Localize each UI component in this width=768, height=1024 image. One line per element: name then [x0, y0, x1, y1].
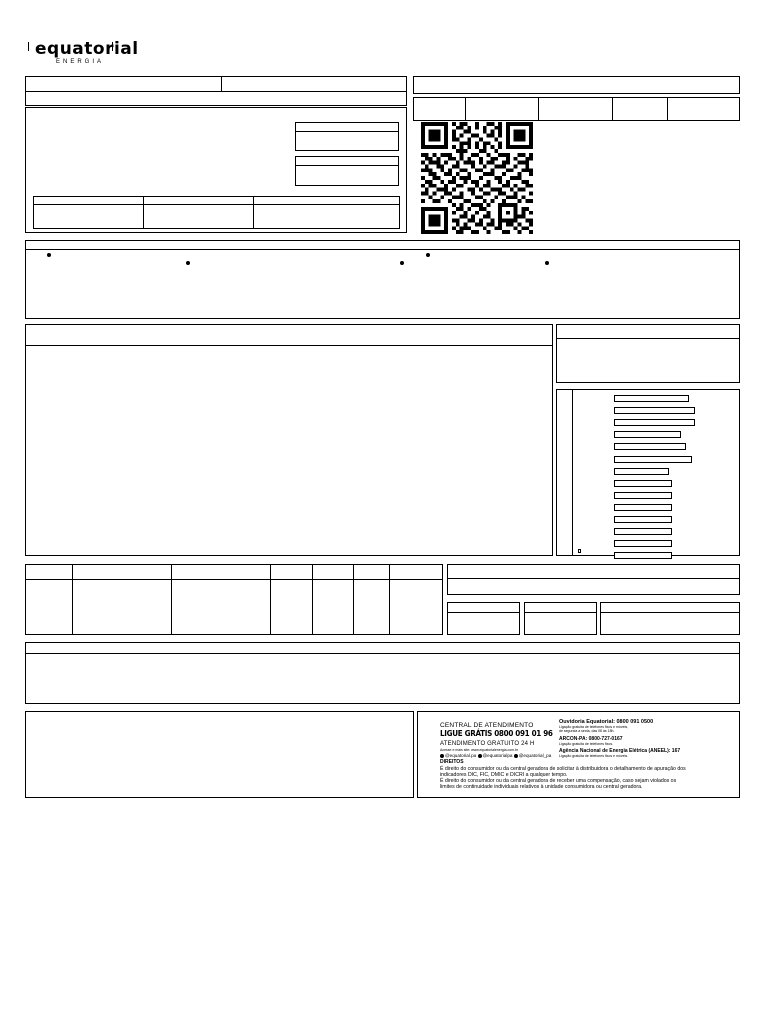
- consumption-bar: [578, 549, 581, 553]
- billing-items-header-line: [25, 345, 553, 346]
- indicator-cell-1: [447, 602, 520, 635]
- consumption-bar: [614, 480, 672, 487]
- social-intro: Acesse e mais site: www.equatorialenergia.com.br: [440, 748, 519, 752]
- quality-indicators-box: [447, 564, 740, 595]
- indicator-cell-2: [524, 602, 597, 635]
- instagram-icon: [478, 754, 482, 758]
- billing-cell-divider-4: [667, 97, 668, 121]
- facebook-icon: [440, 754, 444, 758]
- taxes-col-4: [312, 564, 313, 635]
- ligue-gratis-phone: LIGUE GRÁTIS 0800 091 01 96: [440, 729, 553, 738]
- messages-header-line: [25, 653, 740, 654]
- reading-dates-col-1: [143, 196, 144, 229]
- messages-box: [25, 642, 740, 704]
- notice-bullet-5: [545, 261, 549, 265]
- customer-header-split: [221, 76, 222, 91]
- direitos-line-2: indicadores DIC, FIC, DMIC e DICRI a qualquer tempo.: [440, 772, 568, 778]
- indicator-cell-3: [600, 602, 740, 635]
- classification-field: [295, 122, 399, 151]
- social-links: [440, 753, 551, 758]
- consumption-bar: [614, 419, 695, 426]
- notice-bullet-3: [400, 261, 404, 265]
- consumption-history-month-column: [572, 389, 573, 556]
- billing-cell-divider-3: [612, 97, 613, 121]
- logo-wordmark: equatorial: [35, 39, 139, 59]
- notice-bullet-2: [186, 261, 190, 265]
- billing-info-row: [413, 97, 740, 121]
- ouvidoria-title: Ouvidoria Equatorial: 0800 091 0500: [559, 719, 654, 725]
- notices-box: [25, 240, 740, 319]
- logo-subtitle: ENERGIA: [56, 59, 105, 65]
- social-instagram[interactable]: @equatorialpa: [482, 753, 513, 758]
- atendimento-24h: ATENDIMENTO GRATUITO 24 H: [440, 741, 535, 747]
- notice-bullet-1: [47, 253, 51, 257]
- taxes-col-2: [171, 564, 172, 635]
- taxes-table-header-line: [25, 579, 443, 580]
- quality-indicators-line: [447, 578, 740, 579]
- pix-qr-code: [418, 122, 536, 234]
- consumption-bar: [614, 552, 672, 559]
- meter-field: [295, 156, 399, 186]
- ouvidoria-line-1: Ligação gratuita de telefones fixos e móveis,: [559, 725, 629, 729]
- direitos-line-1: É direito do consumidor ou da central geradora de solicitar à distribuidora o detalhamento de apuração dos: [440, 766, 686, 772]
- consumption-bar: [614, 468, 669, 475]
- reading-dates-col-2: [253, 196, 254, 229]
- amount-due-box: [556, 324, 740, 383]
- taxes-col-3: [270, 564, 271, 635]
- indicator-cell-2-line: [524, 612, 597, 613]
- aneel-phone: Agência Nacional de Energia Elétrica (ANEEL): 167: [559, 748, 681, 754]
- consumption-bar: [614, 395, 689, 402]
- twitter-icon: [514, 754, 518, 758]
- arcon-phone: ARCON-PA: 0800-727-0167: [559, 736, 623, 742]
- notice-bullet-4: [426, 253, 430, 257]
- consumption-bar: [614, 540, 672, 547]
- taxes-col-5: [353, 564, 354, 635]
- logo-mark-left: [28, 42, 29, 51]
- taxes-col-1: [72, 564, 73, 635]
- ouvidoria-line-2: de segunda a sexta, das 08 às 18h.: [559, 729, 615, 733]
- consumption-bar: [614, 456, 692, 463]
- consumption-bar: [614, 443, 686, 450]
- arcon-note: Ligação gratuita de telefones fixos.: [559, 742, 614, 746]
- social-twitter[interactable]: @equatorial_pa: [518, 753, 552, 758]
- reading-dates-header-line: [33, 204, 400, 205]
- logo-mark-right: [112, 42, 113, 51]
- taxes-table: [25, 564, 443, 635]
- customer-header-divider: [25, 91, 407, 92]
- billing-cell-divider-1: [465, 97, 466, 121]
- central-title: CENTRAL DE ATENDIMENTO: [440, 722, 534, 729]
- account-header-box: [413, 76, 740, 94]
- indicator-cell-1-line: [447, 612, 520, 613]
- payment-stub-box: [25, 711, 414, 798]
- consumption-bar: [614, 431, 681, 438]
- amount-due-header-line: [556, 338, 740, 339]
- reading-dates-table: [33, 196, 400, 229]
- aneel-note: Ligação gratuita de telefones fixos e móveis.: [559, 754, 629, 758]
- social-facebook[interactable]: @equatorial.pa: [445, 753, 477, 758]
- billing-cell-divider-2: [538, 97, 539, 121]
- direitos-title: DIREITOS: [440, 759, 464, 765]
- consumption-bar: [614, 504, 672, 511]
- consumption-bar: [614, 528, 672, 535]
- direitos-line-4: limites de continuidade individuais relativos à unidade consumidora ou central geradora.: [440, 784, 643, 790]
- indicator-cell-3-line: [600, 612, 740, 613]
- direitos-line-3: É direito do consumidor ou da central geradora de receber uma compensação, caso sejam violados os: [440, 778, 677, 784]
- consumption-bar: [614, 407, 695, 414]
- consumption-bar: [614, 516, 672, 523]
- billing-items-box: [25, 324, 553, 556]
- classification-field-divider: [295, 131, 399, 132]
- taxes-col-6: [389, 564, 390, 635]
- notices-header-line: [25, 249, 740, 250]
- meter-field-divider: [295, 165, 399, 166]
- consumption-bar: [614, 492, 672, 499]
